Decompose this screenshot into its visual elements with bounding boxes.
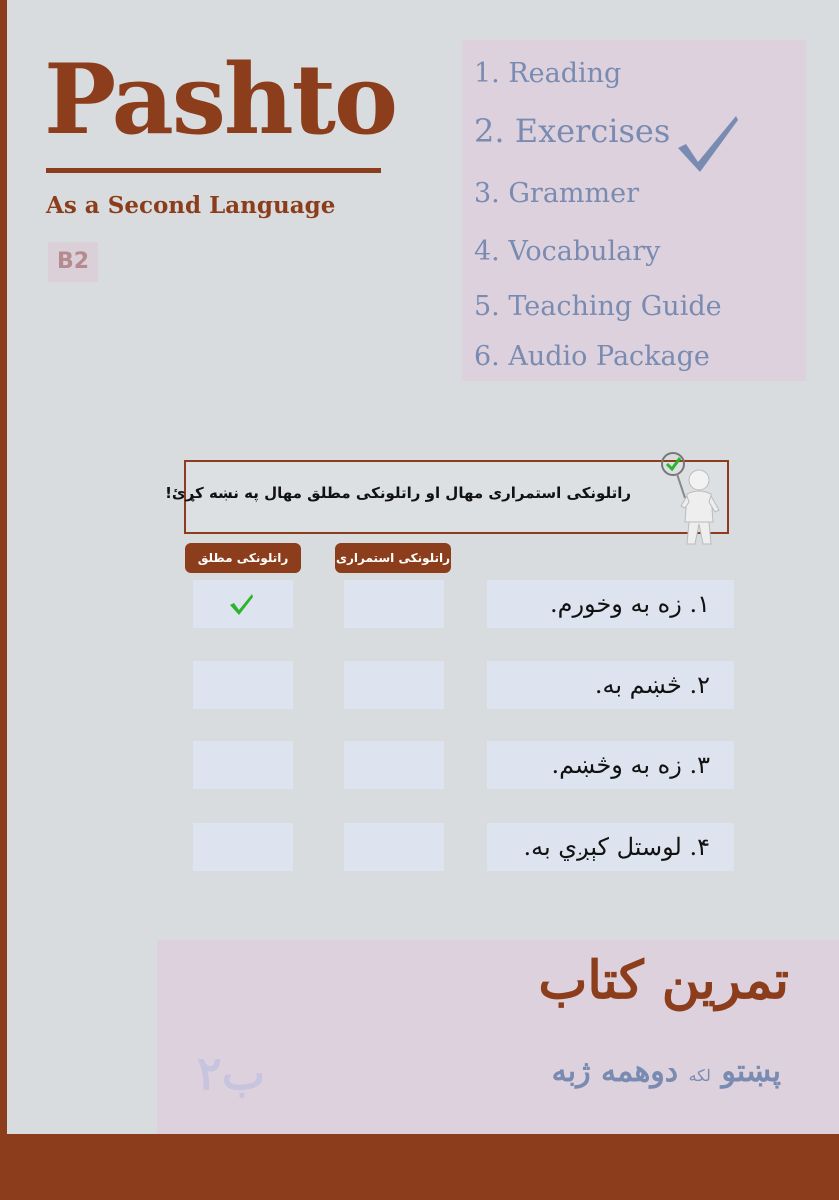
continuous-checkbox-row-2[interactable]: [344, 661, 444, 709]
continuous-checkbox-row-4[interactable]: [344, 823, 444, 871]
checkmark-icon: [674, 112, 740, 174]
footer-level: ب٢: [197, 1046, 266, 1100]
sentence-row-2: ٢. څښم به.: [487, 661, 734, 709]
footer-subtitle-word-3: دوهمه ژبه: [551, 1054, 679, 1089]
menu-item-reading[interactable]: 1. Reading: [474, 58, 622, 89]
continuous-checkbox-row-3[interactable]: [344, 741, 444, 789]
column-header-continuous: راتلونکی استمراری: [335, 543, 451, 573]
sentence-row-4: ۴. لوستل کېږي به.: [487, 823, 734, 871]
absolute-checkbox-row-1[interactable]: [193, 580, 293, 628]
column-header-absolute: راتلونکی مطلق: [185, 543, 301, 573]
presenter-figure-icon: [653, 450, 725, 550]
level-badge: B2: [48, 242, 98, 282]
footer-panel: [157, 940, 839, 1134]
absolute-checkbox-row-2[interactable]: [193, 661, 293, 709]
menu-item-grammer[interactable]: 3. Grammer: [474, 178, 640, 209]
menu-item-teaching-guide[interactable]: 5. Teaching Guide: [474, 291, 722, 322]
menu-item-exercises[interactable]: 2. Exercises: [474, 112, 671, 150]
contents-menu: [462, 40, 806, 381]
menu-item-vocabulary[interactable]: 4. Vocabulary: [474, 236, 661, 267]
sentence-row-3: ٣. زه به وڅښم.: [487, 741, 734, 789]
left-accent-bar: [0, 0, 7, 1200]
footer-subtitle-word-2: لکه: [688, 1066, 711, 1085]
footer-subtitle: [552, 1054, 781, 1089]
absolute-checkbox-row-3[interactable]: [193, 741, 293, 789]
green-check-icon: [227, 590, 255, 618]
continuous-checkbox-row-1[interactable]: [344, 580, 444, 628]
title-underline: [46, 168, 381, 173]
menu-item-audio-package[interactable]: 6. Audio Package: [474, 341, 710, 372]
cover-title: Pashto: [44, 43, 397, 156]
absolute-checkbox-row-4[interactable]: [193, 823, 293, 871]
sentence-row-1: ١. زه به وخورم.: [487, 580, 734, 628]
footer-subtitle-word-1: پښتو: [721, 1054, 781, 1089]
instruction-text: راتلونکی استمراری مهال او راتلونکی مطلق مهال په نښه کړئ!: [165, 484, 631, 502]
footer-title: تمرین کتاب: [538, 950, 789, 1011]
instruction-box: [165, 460, 729, 534]
cover-subtitle: As a Second Language: [46, 192, 336, 219]
bottom-accent-bar: [0, 1134, 839, 1200]
